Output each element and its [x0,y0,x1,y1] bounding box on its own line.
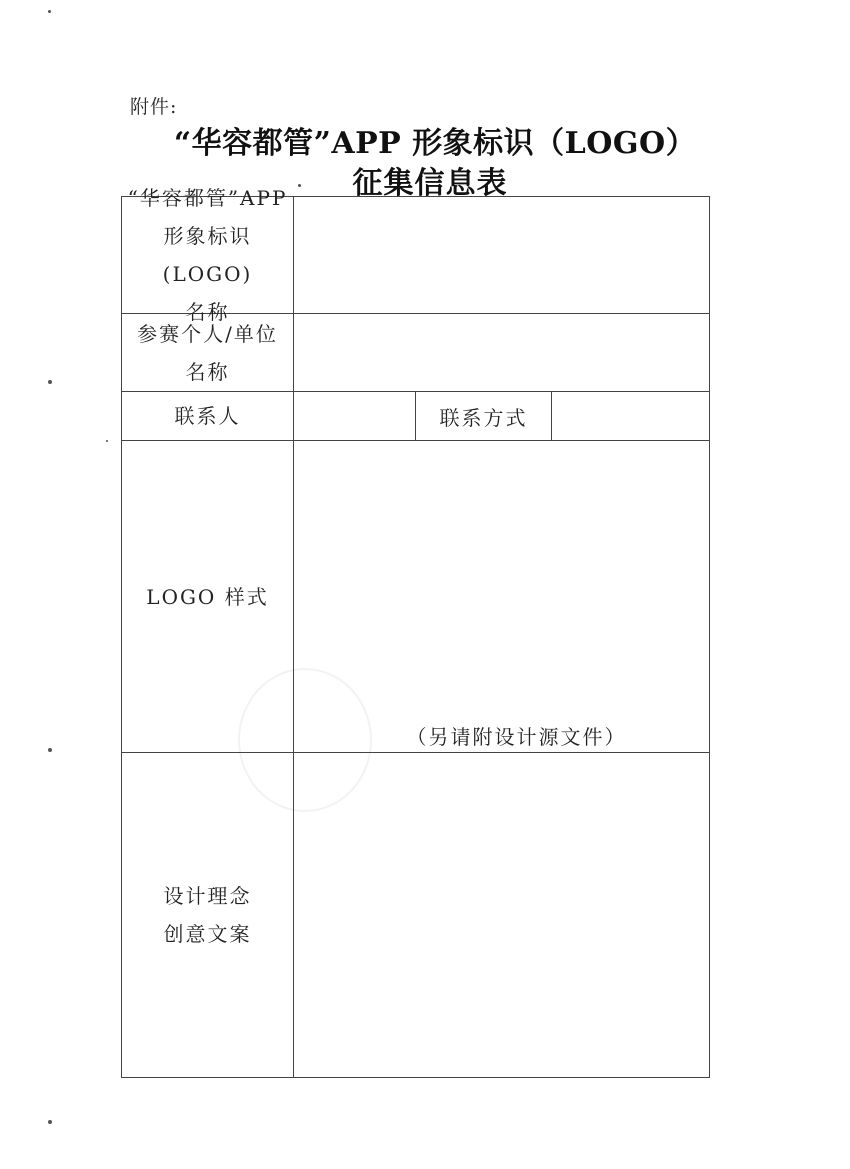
contact-person-label: 联系人 [122,392,294,440]
design-concept-row [122,753,709,1077]
logo-name-field[interactable] [294,197,709,313]
document-title: “华容都管”APP 形象标识（LOGO） [173,126,697,161]
info-form-table [121,186,710,1078]
participant-label-line: 参赛个人/单位 [137,321,278,346]
logo-name-row [122,186,709,324]
contact-method-field[interactable] [552,392,709,440]
participant-row [122,314,709,392]
logo-name-label-line: 形象标识(LOGO) [162,224,253,286]
design-concept-label [122,753,294,1077]
logo-style-note: （另请附设计源文件） [406,725,627,749]
contact-row [122,392,709,441]
scan-speck [48,1120,52,1124]
scan-speck [106,440,108,442]
design-concept-field[interactable] [294,753,709,1077]
scan-speck [48,10,51,13]
logo-name-label-line: 名称 [185,300,230,324]
logo-name-label-line: “华容都管”APP [127,186,288,210]
design-concept-label-line: 创意文案 [163,922,252,946]
logo-name-label [122,186,294,324]
participant-label-line: 名称 [185,359,230,384]
participant-field[interactable] [294,314,709,391]
logo-style-label: LOGO 样式 [122,441,294,752]
contact-method-label: 联系方式 [415,392,552,440]
document-subtitle: 征集信息表 [352,166,508,201]
contact-person-field[interactable] [294,392,415,440]
scan-speck [48,748,52,752]
logo-style-row [122,441,709,753]
scan-speck [48,380,52,384]
logo-style-area[interactable] [294,441,709,752]
design-concept-label-line: 设计理念 [163,884,252,908]
attachment-label: 附件: [130,96,178,118]
participant-label [122,314,294,391]
